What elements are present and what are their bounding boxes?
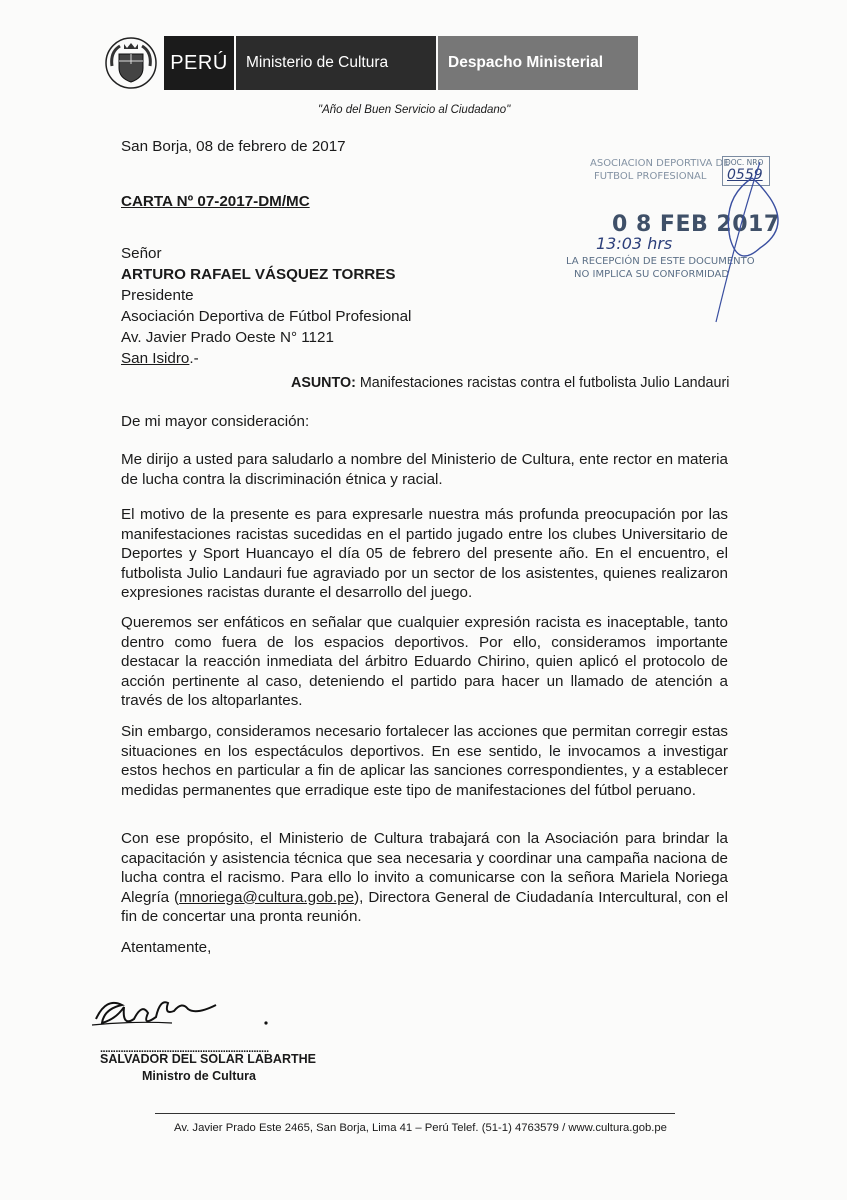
footer-divider: [155, 1113, 675, 1114]
paragraph-4: Sin embargo, consideramos necesario fortalecer las acciones que permitan corregir estas situaciones en los espectáculos deportivos. En ese sentido, le invocamos a investigar estos hechos en particular a fin de aplicar las sanciones correspondientes, y a establecer medidas permanentes que erradique este tipo de manifestaciones del fútbol peruano.: [121, 723, 728, 799]
contact-email-link[interactable]: mnoriega@cultura.gob.pe: [179, 888, 355, 906]
subject-line: [291, 373, 729, 394]
handwritten-signature: [88, 985, 288, 1045]
stamp-doc-number: 0559: [727, 167, 763, 183]
letter-reference: CARTA Nº 07-2017-DM/MC: [121, 193, 310, 210]
stamp-doc-label: DOC. NRO: [725, 158, 764, 167]
paragraph-1: Me dirijo a usted para saludarlo a nombre del Ministerio de Cultura, ente rector en materia de lucha contra la discriminación étnica y racial.: [121, 451, 728, 488]
recipient-salutation: Señor: [121, 245, 162, 262]
stamp-note-2: NO IMPLICA SU CONFORMIDAD: [574, 269, 730, 280]
header-ministry: Ministerio de Cultura: [236, 36, 438, 90]
recipient-address: Av. Javier Prado Oeste N° 1121: [121, 329, 334, 346]
subject-text: Manifestaciones racistas contra el futbolista Julio Landauri: [359, 375, 730, 391]
subject-label: ASUNTO:: [291, 375, 356, 391]
closing: Atentamente,: [121, 939, 212, 956]
stamp-received-date: 0 8 FEB 2017: [612, 212, 780, 237]
header-office: Despacho Ministerial: [438, 36, 638, 90]
year-motto: "Año del Buen Servicio al Ciudadano": [318, 104, 511, 116]
paragraph-2: El motivo de la presente es para expresarle nuestra más profunda preocupación por las manifestaciones racistas sucedidas en el partido jugado entre los clubes Universitario de Deportes y Sport Huancayo el día 05 de febrero del presente año. En el encuentro, el futbolista Julio Landauri fue agraviado por un sector de los asistentes, quienes realizaron expresiones racistas durante el desarrollo del juego.: [121, 506, 728, 602]
coat-of-arms-icon: [104, 36, 158, 90]
recipient-city-line: [121, 348, 411, 369]
stamp-initial-scribble: [700, 158, 790, 328]
footer-address: Av. Javier Prado Este 2465, San Borja, Lima 41 – Perú Telef. (51-1) 4763579 / www.cultura.gob.pe: [174, 1122, 667, 1134]
recipient-city: San Isidro: [121, 350, 190, 367]
header-country: PERÚ: [164, 36, 236, 90]
recipient-position: Presidente: [121, 287, 194, 304]
stamp-note-1: LA RECEPCIÓN DE ESTE DOCUMENTO: [566, 256, 755, 267]
signer-name: SALVADOR DEL SOLAR LABARTHE: [100, 1052, 316, 1066]
stamp-line-1: ASOCIACION DEPORTIVA DE: [590, 158, 730, 169]
signature-dots: ..................................................................: [100, 1043, 269, 1055]
recipient-block: [121, 243, 411, 369]
paragraph-5-part-a: Con ese propósito, el Ministerio de Cultura trabajará con la Asociación para brindar la capacitación y asistencia técnica que sea necesaria y coordinar una campaña naciona de lucha contra el racismo. Para ello lo invito a comunicarse con la señora Mariela Noriega Alegría (: [121, 830, 728, 906]
recipient-organization: Asociación Deportiva de Fútbol Profesional: [121, 308, 412, 325]
date-line: San Borja, 08 de febrero de 2017: [121, 138, 346, 155]
recipient-name: ARTURO RAFAEL VÁSQUEZ TORRES: [121, 266, 396, 283]
paragraph-5-part-b: ), Directora General de Ciudadanía Intercultural, con el fin de concertar una pronta reunión.: [121, 888, 728, 926]
stamp-received-time: 13:03 hrs: [596, 234, 673, 253]
paragraph-5: [121, 829, 728, 927]
stamp-line-2: FUTBOL PROFESIONAL: [594, 171, 707, 182]
signer-block: [100, 1051, 316, 1085]
greeting: De mi mayor consideración:: [121, 413, 310, 430]
paragraph-3: Queremos ser enfáticos en señalar que cualquier expresión racista es inaceptable, tanto dentro como fuera de los espacios deportivos. Por ello, consideramos importante destacar la reacción inmediata del árbitro Eduardo Chirino, quien aplicó el protocolo de acción pertinente al caso, deteniendo el partido para hacer un llamado de atención a través de los altoparlantes.: [121, 614, 728, 710]
recipient-city-suffix: .-: [189, 350, 199, 367]
letterhead: [104, 36, 638, 90]
signer-title: Ministro de Cultura: [142, 1069, 256, 1083]
